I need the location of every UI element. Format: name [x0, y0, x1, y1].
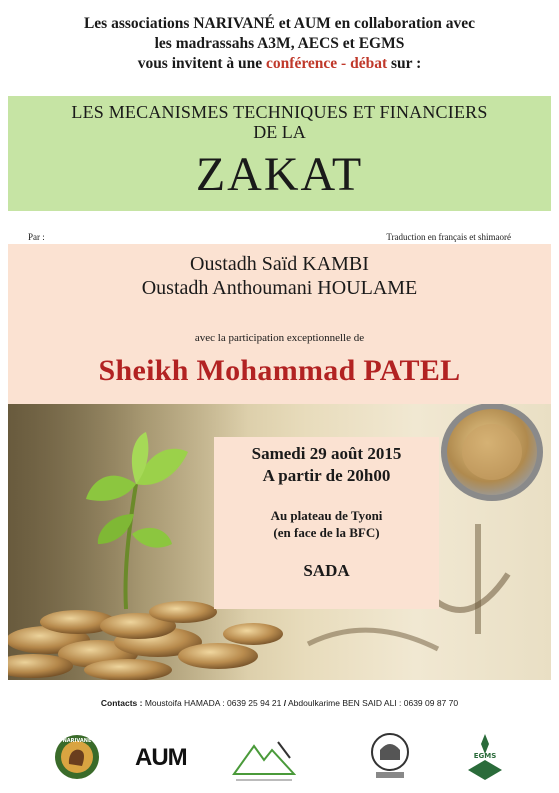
contact-1: Moustoifa HAMADA : 0639 25 94 21 — [142, 698, 284, 708]
a3m-logo — [232, 736, 296, 784]
event-location-2: (en face de la BFC) — [273, 525, 380, 540]
contacts-label: Contacts : — [100, 698, 143, 708]
title-line-1: LES MECANISMES TECHNIQUES ET FINANCIERS — [71, 102, 488, 122]
header-line-1: Les associations NARIVANÉ et AUM en collaboration avec — [83, 15, 476, 32]
partner-logos — [0, 724, 559, 786]
contacts-line — [0, 698, 559, 708]
header-line-3-pre: vous invitent à une — [137, 55, 267, 72]
title-band — [8, 96, 551, 211]
aum-logo: AUM — [135, 744, 187, 771]
header-line-3-post: sur : — [387, 55, 422, 72]
event-location-1: Au plateau de Tyoni — [270, 508, 383, 523]
header-highlight: conférence - débat — [266, 55, 388, 72]
egms-logo — [462, 730, 508, 784]
header-line-2: les madrassahs A3M, AECS et EGMS — [154, 35, 405, 52]
svg-text:NARIVANE: NARIVANE — [62, 738, 92, 744]
contact-separator: / — [283, 698, 287, 708]
svg-text:EGMS: EGMS — [473, 752, 497, 760]
header-line-3 — [0, 54, 559, 74]
aecs-logo — [370, 732, 410, 782]
event-date: Samedi 29 août 2015 — [251, 444, 402, 463]
speaker-1: Oustadh Saïd KAMBI — [190, 253, 369, 275]
speaker-band — [8, 244, 551, 404]
title-line-2: DE LA — [253, 122, 306, 142]
translation-note: Traduction en français et shimaoré — [386, 232, 511, 242]
par-label: Par : — [28, 232, 45, 242]
speaker-2: Oustadh Anthoumani HOULAME — [141, 277, 418, 299]
event-city: SADA — [303, 561, 350, 580]
invitation-header — [0, 14, 559, 74]
event-info-box — [214, 437, 439, 609]
event-time: A partir de 20h00 — [262, 466, 391, 485]
contact-2: Abdoulkarime BEN SAID ALI : 0639 09 87 70 — [286, 698, 459, 708]
title-main: ZAKAT — [195, 148, 364, 201]
participation-text: avec la participation exceptionnelle de — [194, 332, 365, 344]
narivane-logo — [54, 734, 100, 780]
guest-speaker: Sheikh Mohammad PATEL — [98, 354, 461, 387]
